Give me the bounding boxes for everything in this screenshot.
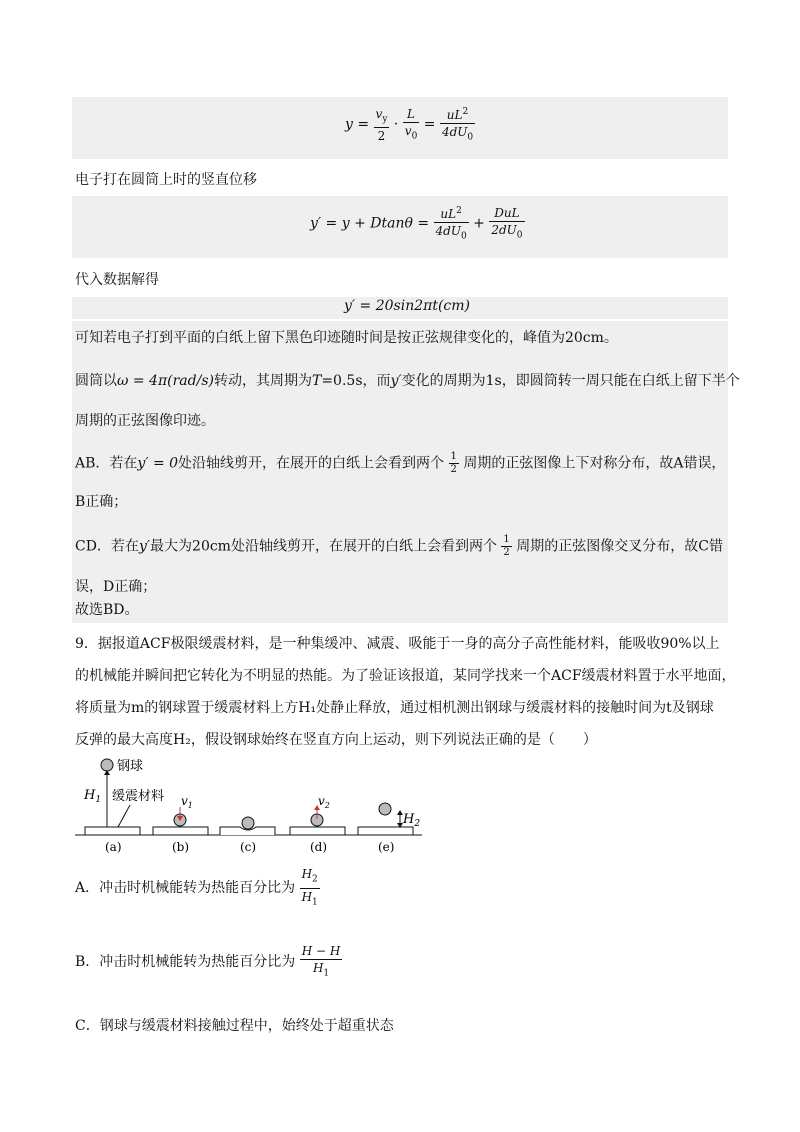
option-cd-explanation: CD．若在y′最大为20cm处沿轴线剪开，在展开的白纸上会看到两个 $\frac{1}{2}$ 周期的正弦图像交叉分布，故C错 [75, 534, 723, 558]
sine-conclusion: 可知若电子打到平面的白纸上留下黑色印迹随时间是按正弦规律变化的，峰值为20cm。 [75, 330, 618, 346]
option-c[interactable]: C．钢球与缓震材料接触过程中，始终处于超重状态 [75, 1018, 394, 1034]
option-b[interactable]: B．冲击时机械能转为热能百分比为 $\frac{H - H}{H_1}$ [75, 943, 341, 979]
v2-label: $v_2$ [318, 794, 330, 810]
material-a [85, 827, 140, 835]
h1-label: $H_1$ [84, 788, 102, 805]
question-9-line-3: 将质量为m的钢球置于缓震材料上方H₁处静止释放，通过相机测出钢球与缓震材料的接触时间为t及钢球 [75, 700, 714, 716]
equation-2: y′ = y + Dtanθ = $\frac{uL^2}{4dU_0}$ + $\frac{\text{DuL}}{2dU_0}$ [310, 203, 525, 244]
question-9-line-4: 反弹的最大高度H₂，假设钢球始终在竖直方向上运动，则下列说法正确的是（ ） [75, 732, 597, 748]
material-label: 缓震材料 [112, 789, 165, 804]
question-9-line-2: 的机械能并瞬间把它转化为不明显的热能。为了验证该报道，某同学找来一个ACF缓震材料置于水平地面， [75, 668, 736, 684]
equation-1: y = $\frac{v_y}{2}$ · $\frac{L}{v_0}$ = $\frac{uL^2}{4dU_0}$ [345, 104, 475, 145]
material-e [358, 827, 413, 835]
answer-line: 故选BD。 [75, 602, 139, 618]
ball-e [379, 803, 391, 815]
h2-label: $H_2$ [403, 812, 421, 829]
experiment-figure [70, 755, 430, 855]
panel-c-caption: (c) [240, 840, 257, 854]
option-cd-explanation-2: 误，D正确； [75, 579, 157, 595]
vertical-displacement-label: 电子打在圆筒上时的竖直位移 [75, 172, 257, 188]
panel-d-caption: (d) [310, 840, 328, 854]
substitute-label: 代入数据解得 [75, 272, 159, 288]
equation-3: y′ = 20sin2πt(cm) [344, 298, 470, 314]
panel-e-caption: (e) [378, 840, 395, 854]
v1-label: $v_1$ [181, 794, 193, 810]
option-ab-explanation: AB．若在y′ = 0处沿轴线剪开，在展开的白纸上会看到两个 $\frac{1}{2}$ 周期的正弦图像上下对称分布，故A错误， [75, 451, 726, 475]
option-ab-explanation-2: B正确； [75, 494, 128, 510]
material-b [153, 827, 208, 835]
question-9-line-1: 9．据报道ACF极限缓震材料，是一种集缓冲、减震、吸能于一身的高分子高性能材料，能吸收90%以上 [75, 636, 720, 652]
material-d [290, 827, 345, 835]
option-a[interactable]: A．冲击时机械能转为热能百分比为 $\frac{H_2}{H_1}$ [75, 867, 318, 907]
ball-a [101, 759, 113, 771]
panel-a-caption: (a) [105, 840, 122, 854]
cylinder-line-2: 周期的正弦图像印迹。 [75, 413, 215, 429]
ball-c [242, 817, 254, 829]
panel-b-caption: (b) [172, 840, 190, 854]
cylinder-line: 圆筒以ω = 4π(rad/s)转动，其周期为T=0.5s，而y′变化的周期为1s，即圆筒转一周只能在白纸上留下半个 [75, 373, 740, 389]
ball-label: 钢球 [117, 759, 144, 774]
